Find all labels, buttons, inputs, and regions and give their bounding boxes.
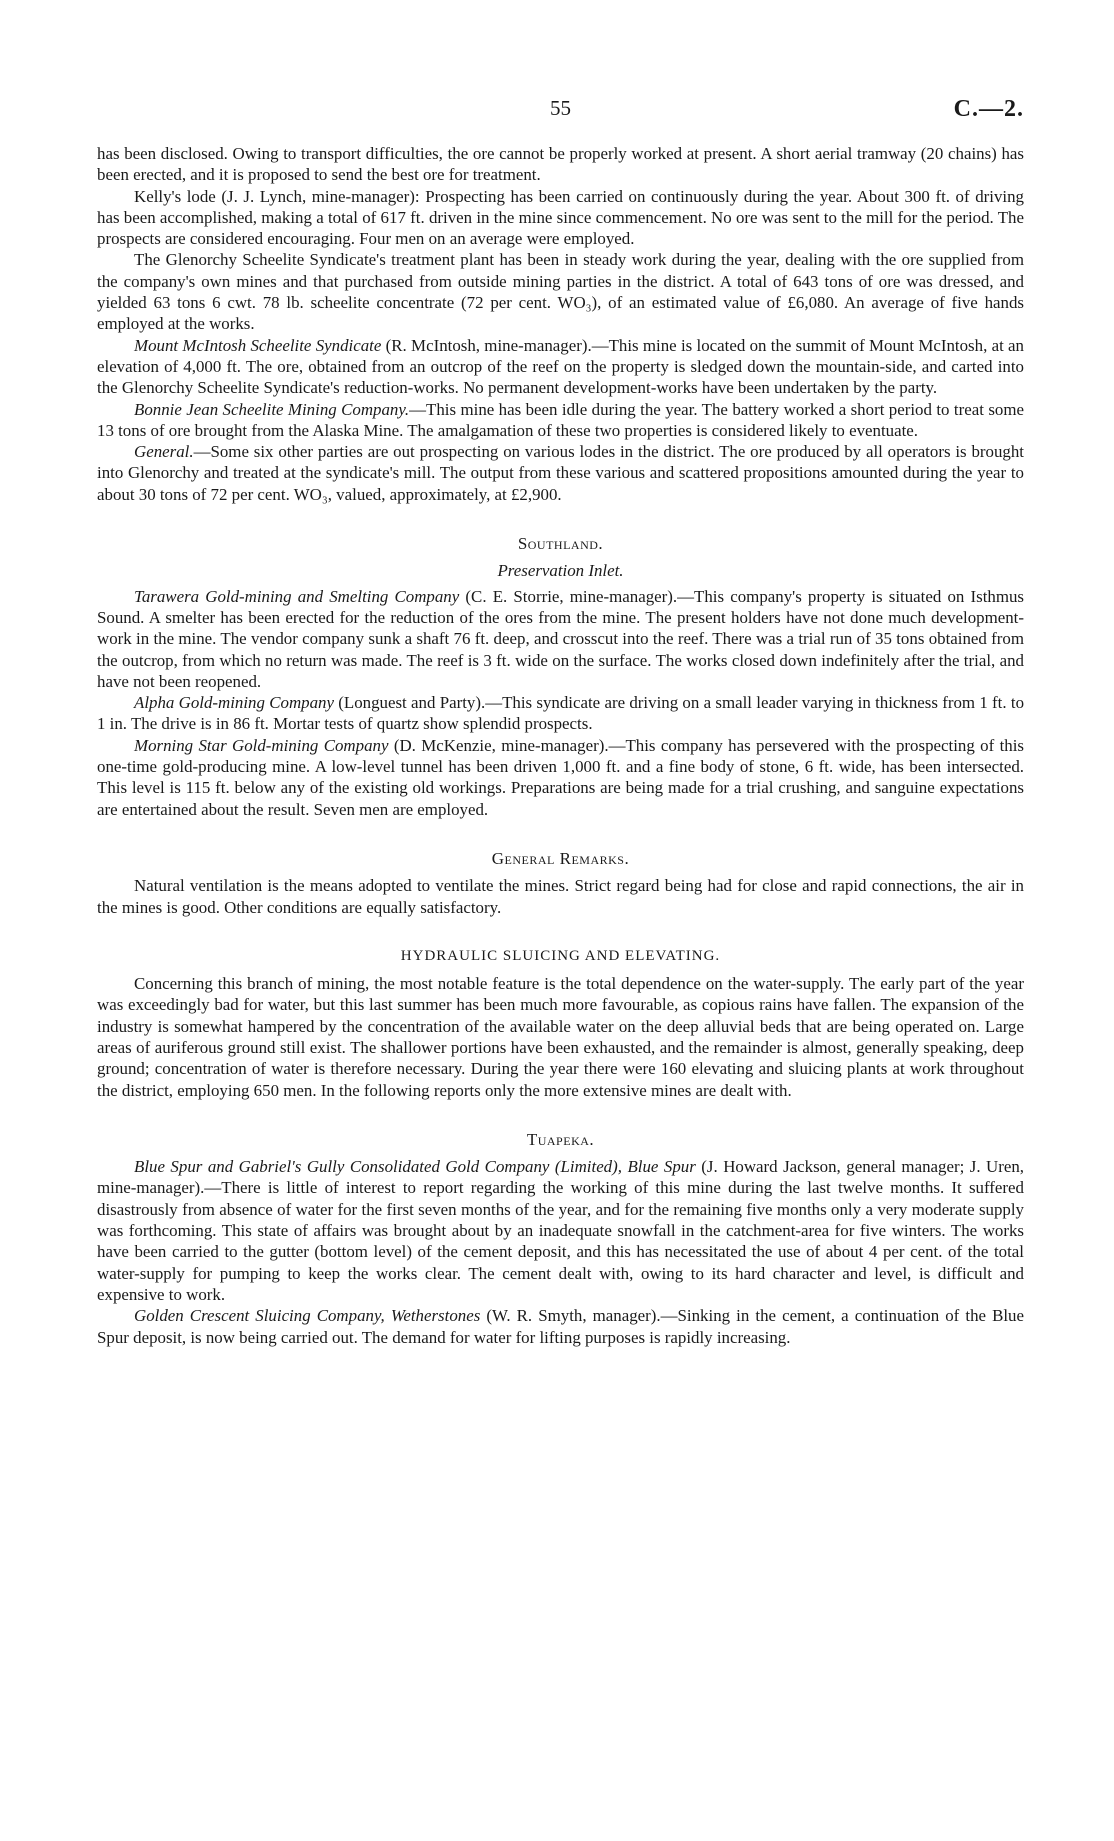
paragraph-continuation: has been disclosed. Owing to transport difficulties, the ore cannot be properly worked at present. A short aerial tramway (20 chains) has been erected, and it is proposed to send the best ore for treatment.: [97, 144, 1024, 185]
paragraph-hydraulic: Concerning this branch of mining, the most notable feature is the total dependence on the water-supply. The early part of the year was exceedingly bad for water, but this last summer has been much more favourable, as copious rains have fallen. The expansion of the industry is somewhat hampered by the concentration of the available water on the deep alluvial beds that are being operated on. Large areas of auriferous ground still exist. The shallower portions have been exhausted, and the remainder is almost, generally speaking, deep ground; concentration of water is therefore necessary. During the year there were 160 elevating and sluicing plants at work throughout the district, employing 650 men. In the following reports only the more extensive mines are dealt with.: [97, 974, 1024, 1100]
company-name: Tarawera Gold-mining and Smelting Company: [134, 586, 460, 606]
paragraph-bonnie-jean: [97, 399, 1024, 442]
paragraph-tarawera: [97, 586, 1024, 692]
company-name: Golden Crescent Sluicing Company, Wetherstones: [134, 1306, 481, 1326]
paragraph-text: (Longuest and Party).—This syndicate are driving on a small leader varying in thickness from 1 ft. to 1 in. The drive is in 86 ft. Mortar tests of quartz show splendid prospects.: [97, 693, 1025, 734]
heading-tuapeka: Tuapeka.: [526, 1129, 595, 1149]
company-name: Morning Star Gold-mining Company: [134, 735, 389, 755]
company-name: Blue Spur and Gabriel's Gully Consolidated Gold Company (Limited), Blue Spur: [134, 1157, 696, 1177]
paragraph-alpha: [97, 692, 1024, 735]
heading-hydraulic-sluicing: HYDRAULIC SLUICING AND ELEVATING.: [400, 947, 721, 964]
paragraph-text: (D. McKenzie, mine-manager).—This company has persevered with the prospecting of this one-time gold-producing mine. A low-level tunnel has been driven 1,000 ft. and a fine body of stone, 6 ft. wide, has been intersected. This level is 115 ft. below any of the existing old workings. Preparations are being made for a trial crushing, and sanguine expectations are entertained about the result. Seven men are employed.: [97, 735, 1024, 819]
paragraph-text: (C. E. Storrie, mine-manager).—This company's property is situated on Isthmus Sound. A smelter has been erected for the reduction of the ores from the mine. The present holders have not done much development-work in the mine. The vendor company sunk a shaft 76 ft. deep, and crosscut into the reef. There was a trial run of 35 tons obtained from the outcrop, from which no return was made. The reef is 3 ft. wide on the surface. The works closed down indefinitely after the trial, and have not been reopened.: [97, 586, 1024, 691]
company-name: General.: [134, 442, 194, 462]
paragraph-text: —Some six other parties are out prospecting on various lodes in the district. The ore produced by all operators is brought into Glenorchy and treated at the syndicate's mill. The output from these various and scattered propositions amounted during the year to about 30 tons of 72 per cent. WO₃, valued, approximately, at £2,900.: [97, 442, 1024, 504]
paragraph-mount-mcintosh: [97, 335, 1024, 399]
paragraph-text: (R. McIntosh, mine-manager).—This mine is located on the summit of Mount McIntosh, at an elevation of 4,000 ft. The ore, obtained from an outcrop of the reef on the property is sledged down the mountain-side, and carted into the Glenorchy Scheelite Syndicate's reduction-works. No permanent development-works have been undertaken by the party.: [97, 335, 1024, 398]
company-name: Mount McIntosh Scheelite Syndicate: [134, 335, 382, 355]
paragraph-text: —This mine has been idle during the year. The battery worked a short period to treat some 13 tons of ore brought from the Alaska Mine. The amalgamation of these two properties is considered likely to eventuate.: [97, 399, 1024, 440]
subheading-preservation-inlet: Preservation Inlet.: [497, 561, 624, 581]
page-number: 55: [550, 96, 571, 120]
paragraph-blue-spur: [97, 1156, 1024, 1305]
paragraph-general: [97, 441, 1024, 505]
paragraph-text: (J. Howard Jackson, general manager; J. Uren, mine-manager).—There is little of interest to report regarding the working of this mine during the last twelve months. It suffered disastrously from absence of water for the first seven months of the year, and for the remaining five months only a very moderate supply was forthcoming. This state of affairs was brought about by an inadequate snowfall in the catchment-area for five winters. The works have been carried to the gutter (bottom level) of the cement deposit, and this has necessitated the use of about 4 per cent. of the total water-supply for pumping to keep the works clear. The cement dealt with, owing to its hard character and level, is difficult and expensive to work.: [97, 1157, 1025, 1304]
heading-general-remarks: General Remarks.: [491, 848, 630, 868]
document-reference: C.—2.: [953, 96, 1024, 122]
heading-southland: Southland.: [517, 534, 604, 554]
paragraph-morning-star: [97, 735, 1024, 820]
document-body: [97, 143, 1024, 1348]
company-name: Bonnie Jean Scheelite Mining Company.: [134, 399, 410, 419]
paragraph-kellys-lode: Kelly's lode (J. J. Lynch, mine-manager): Prospecting has been carried on continuously during the year. About 300 ft. of driving has been accomplished, making a total of 617 ft. driven in the mine since commencement. No ore was sent to the mill for the period. The prospects are considered encouraging. Four men on an average were employed.: [97, 186, 1024, 249]
paragraph-golden-crescent: [97, 1305, 1024, 1348]
paragraph-glenorchy-syndicate: The Glenorchy Scheelite Syndicate's treatment plant has been in steady work during the year, dealing with the ore supplied from the company's own mines and that purchased from outside mining parties in the district. A total of 643 tons of ore was dressed, and yielded 63 tons 6 cwt. 78 lb. scheelite concentrate (72 per cent. WO₃), of an estimated value of £6,080. An average of five hands employed at the works.: [97, 250, 1024, 334]
paragraph-text: (W. R. Smyth, manager).—Sinking in the cement, a continuation of the Blue Spur deposit, is now being carried out. The demand for water for lifting purposes is rapidly increasing.: [97, 1306, 1024, 1347]
company-name: Alpha Gold-mining Company: [134, 693, 334, 713]
paragraph-ventilation: Natural ventilation is the means adopted to ventilate the mines. Strict regard being had for close and rapid connections, the air in the mines is good. Other conditions are equally satisfactory.: [97, 876, 1024, 917]
page-header: [97, 96, 1024, 124]
